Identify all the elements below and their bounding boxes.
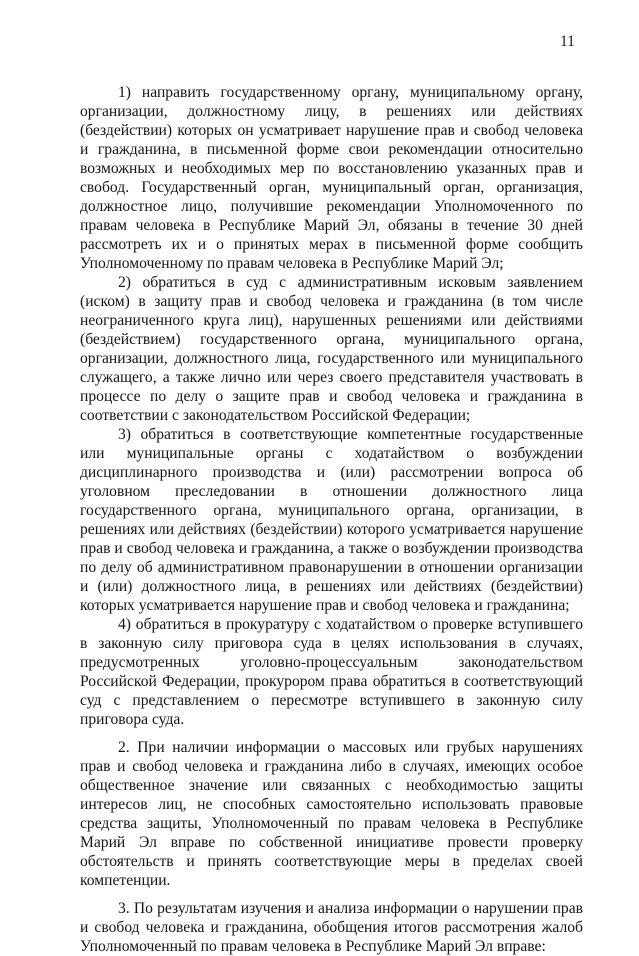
document-body <box>80 83 583 956</box>
paragraph-section-3: 3. По результатам изучения и анализа информации о нарушении прав и свобод человека и гражданина, обобщения итогов рассмотрения жалоб Уполномоченный по правам человека в Республике Марий Эл вправе: <box>80 900 583 955</box>
paragraph-item-2: 2) обратиться в суд с административным исковым заявлением (иском) в защиту прав и свобод человека и гражданина (в том числе неограниченного круга лиц), нарушенных решениями или действиями (бездействием) государственного органа, муниципального органа, организации, должностного лица, государственного или муниципального служащего, а также лично или через своего представителя участвовать в процессе по делу о защите прав и свобод человека и гражданина в соответствии с законодательством Российской Федерации; <box>80 274 583 424</box>
paragraph-item-1: 1) направить государственному органу, муниципальному органу, организации, должностному лицу, в решениях или действиях (бездействии) которых он усматривает нарушение прав и свобод человека и гражданина, в письменной форме свои рекомендации относительно возможных и необходимых мер по восстановлению указанных прав и свобод. Государственный орган, муниципальный орган, организация, должностное лицо, получившие рекомендации Уполномоченного по правам человека в Республике Марий Эл, обязаны в течение 30 дней рассмотреть их и о принятых мерах в письменной форме сообщить Уполномоченному по правам человека в Республике Марий Эл; <box>80 84 583 272</box>
page-number: 11 <box>560 33 575 50</box>
paragraph-section-2: 2. При наличии информации о массовых или грубых нарушениях прав и свобод человека и гражданина либо в случаях, имеющих особое общественное значение или связанных с необходимостью защиты интересов лиц, не способных самостоятельно использовать правовые средства защиты, Уполномоченный по правам человека в Республике Марий Эл вправе по собственной инициативе провести проверку обстоятельств и принять соответствующие меры в пределах своей компетенции. <box>80 739 583 889</box>
paragraph-item-4: 4) обратиться в прокуратуру с ходатайством о проверке вступившего в законную силу приговора суда в целях использования в случаях, предусмотренных уголовно-процессуальным законодательством Российской Федерации, прокурором права обратиться в соответствующий суд с представлением о пересмотре вступившего в законную силу приговора суда. <box>80 616 583 728</box>
paragraph-item-3: 3) обратиться в соответствующие компетентные государственные или муниципальные органы с ходатайством о возбуждении дисциплинарного производства и (или) рассмотрении вопроса об уголовном преследовании в отношении должностного лица государственного органа, муниципального органа, организации, в решениях или действиях (бездействии) которого усматривается нарушение прав и свобод человека и гражданина, а также о возбуждении производства по делу об административном правонарушении в отношении организации и (или) должностного лица, в решениях или действиях (бездействии) которых усматривается нарушение прав и свобод человека и гражданина; <box>80 426 583 614</box>
